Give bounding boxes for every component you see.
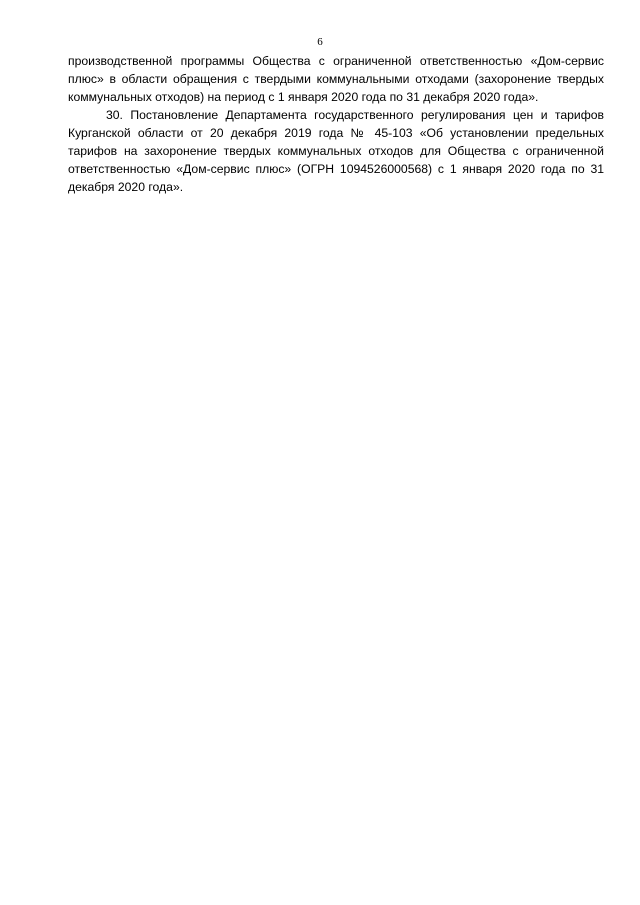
paragraph-item-30: 30. Постановление Департамента государственного регулирования цен и тарифов Курганской области от 20 декабря 2019 года № 45-103 «Об установлении предельных тарифов на захоронение твердых коммунальных отходов для Общества с ограниченной ответственностью «Дом-сервис плюс» (ОГРН 1094526000568) с 1 января 2020 года по 31 декабря 2020 года».: [68, 108, 604, 194]
paragraph-continuation: производственной программы Общества с ограниченной ответственностью «Дом-сервис плюс» в области обращения с твердыми коммунальными отходами (захоронение твердых коммунальных отходов) на период с 1 января 2020 года по 31 декабря 2020 года».: [68, 54, 604, 104]
page-number: 6: [317, 36, 323, 48]
document-body: [68, 52, 604, 196]
